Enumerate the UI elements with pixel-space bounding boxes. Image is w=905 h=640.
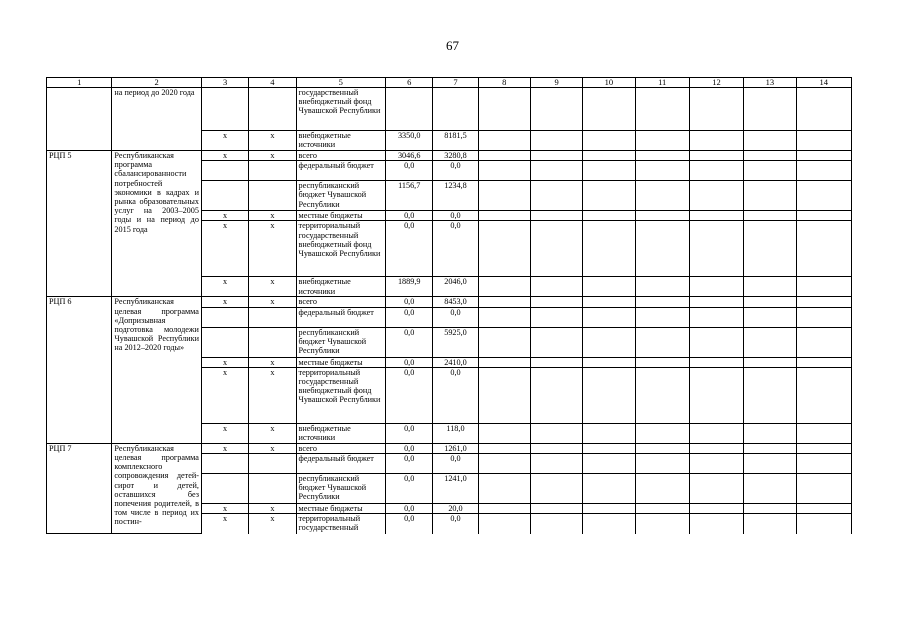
column-number-cell: 6 bbox=[386, 78, 433, 88]
empty-cell-col-14 bbox=[796, 367, 851, 423]
column-3-cell: х bbox=[201, 504, 248, 514]
empty-cell-col-13 bbox=[744, 88, 796, 131]
column-3-cell bbox=[201, 454, 248, 474]
empty-cell-col-13 bbox=[744, 504, 796, 514]
empty-cell-col-8 bbox=[478, 131, 530, 151]
column-3-cell: х bbox=[201, 423, 248, 443]
program-code: РЦП 7 bbox=[47, 443, 112, 533]
value-col-7: 20,0 bbox=[433, 504, 478, 514]
value-col-6 bbox=[386, 88, 433, 131]
empty-cell-col-8 bbox=[478, 277, 530, 297]
empty-cell-col-10 bbox=[583, 307, 635, 327]
empty-cell-col-12 bbox=[689, 454, 743, 474]
empty-cell-col-8 bbox=[478, 221, 530, 277]
empty-cell-col-8 bbox=[478, 297, 530, 307]
value-col-7: 0,0 bbox=[433, 211, 478, 221]
funding-source: внебюджетные источники bbox=[296, 277, 386, 297]
value-col-6: 0,0 bbox=[386, 161, 433, 181]
empty-cell-col-9 bbox=[530, 514, 582, 534]
column-4-cell bbox=[249, 161, 296, 181]
empty-cell-col-9 bbox=[530, 221, 582, 277]
column-4-cell: х bbox=[249, 221, 296, 277]
column-4-cell: х bbox=[249, 357, 296, 367]
empty-cell-col-9 bbox=[530, 181, 582, 211]
empty-cell-col-11 bbox=[635, 474, 689, 504]
value-col-7: 5925,0 bbox=[433, 327, 478, 357]
column-4-cell bbox=[249, 181, 296, 211]
funding-source: территориальный государственный внебюджетный фонд Чувашской Республики bbox=[296, 221, 386, 277]
value-col-6: 3046,6 bbox=[386, 151, 433, 161]
value-col-6: 0,0 bbox=[386, 504, 433, 514]
column-3-cell bbox=[201, 161, 248, 181]
empty-cell-col-14 bbox=[796, 277, 851, 297]
empty-cell-col-9 bbox=[530, 367, 582, 423]
empty-cell-col-12 bbox=[689, 357, 743, 367]
value-col-7: 2410,0 bbox=[433, 357, 478, 367]
funding-source: местные бюджеты bbox=[296, 357, 386, 367]
funding-source: республиканский бюджет Чувашской Республики bbox=[296, 327, 386, 357]
empty-cell-col-13 bbox=[744, 514, 796, 534]
value-col-7: 0,0 bbox=[433, 161, 478, 181]
empty-cell-col-11 bbox=[635, 277, 689, 297]
column-4-cell: х bbox=[249, 211, 296, 221]
column-number-cell: 2 bbox=[112, 78, 202, 88]
column-number-cell: 9 bbox=[530, 78, 582, 88]
empty-cell-col-11 bbox=[635, 327, 689, 357]
empty-cell-col-14 bbox=[796, 423, 851, 443]
empty-cell-col-9 bbox=[530, 131, 582, 151]
empty-cell-col-11 bbox=[635, 307, 689, 327]
funding-source: всего bbox=[296, 297, 386, 307]
empty-cell-col-9 bbox=[530, 88, 582, 131]
empty-cell-col-13 bbox=[744, 181, 796, 211]
empty-cell-col-13 bbox=[744, 454, 796, 474]
value-col-7: 8181,5 bbox=[433, 131, 478, 151]
value-col-7: 0,0 bbox=[433, 307, 478, 327]
value-col-7: 2046,0 bbox=[433, 277, 478, 297]
funding-source: республиканский бюджет Чувашской Республики bbox=[296, 181, 386, 211]
empty-cell-col-8 bbox=[478, 88, 530, 131]
empty-cell-col-14 bbox=[796, 443, 851, 453]
empty-cell-col-10 bbox=[583, 151, 635, 161]
table-body bbox=[47, 88, 852, 534]
column-3-cell: х bbox=[201, 211, 248, 221]
empty-cell-col-12 bbox=[689, 307, 743, 327]
empty-cell-col-10 bbox=[583, 221, 635, 277]
program-code: РЦП 5 bbox=[47, 151, 112, 297]
value-col-6: 1156,7 bbox=[386, 181, 433, 211]
empty-cell-col-12 bbox=[689, 504, 743, 514]
funding-source: местные бюджеты bbox=[296, 211, 386, 221]
empty-cell-col-13 bbox=[744, 131, 796, 151]
empty-cell-col-11 bbox=[635, 357, 689, 367]
empty-cell-col-12 bbox=[689, 88, 743, 131]
column-3-cell: х bbox=[201, 297, 248, 307]
empty-cell-col-12 bbox=[689, 423, 743, 443]
empty-cell-col-13 bbox=[744, 161, 796, 181]
column-number-cell: 5 bbox=[296, 78, 386, 88]
column-4-cell: х bbox=[249, 423, 296, 443]
column-4-cell: х bbox=[249, 443, 296, 453]
empty-cell-col-11 bbox=[635, 367, 689, 423]
value-col-6: 0,0 bbox=[386, 443, 433, 453]
empty-cell-col-9 bbox=[530, 357, 582, 367]
funding-source: внебюджетные источники bbox=[296, 131, 386, 151]
column-4-cell: х bbox=[249, 131, 296, 151]
empty-cell-col-14 bbox=[796, 504, 851, 514]
empty-cell-col-12 bbox=[689, 327, 743, 357]
empty-cell-col-8 bbox=[478, 423, 530, 443]
empty-cell-col-10 bbox=[583, 423, 635, 443]
column-3-cell bbox=[201, 327, 248, 357]
empty-cell-col-9 bbox=[530, 423, 582, 443]
empty-cell-col-9 bbox=[530, 443, 582, 453]
funding-source: федеральный бюджет bbox=[296, 161, 386, 181]
empty-cell-col-13 bbox=[744, 307, 796, 327]
value-col-7: 0,0 bbox=[433, 367, 478, 423]
column-3-cell bbox=[201, 181, 248, 211]
empty-cell-col-11 bbox=[635, 151, 689, 161]
empty-cell-col-14 bbox=[796, 514, 851, 534]
value-col-7: 1261,0 bbox=[433, 443, 478, 453]
empty-cell-col-11 bbox=[635, 88, 689, 131]
empty-cell-col-13 bbox=[744, 474, 796, 504]
table-row bbox=[47, 443, 852, 453]
funding-source: федеральный бюджет bbox=[296, 307, 386, 327]
table-row bbox=[47, 88, 852, 131]
empty-cell-col-13 bbox=[744, 367, 796, 423]
empty-cell-col-14 bbox=[796, 161, 851, 181]
empty-cell-col-8 bbox=[478, 327, 530, 357]
empty-cell-col-11 bbox=[635, 211, 689, 221]
value-col-7: 0,0 bbox=[433, 221, 478, 277]
empty-cell-col-13 bbox=[744, 277, 796, 297]
column-3-cell: х bbox=[201, 367, 248, 423]
program-code bbox=[47, 88, 112, 151]
empty-cell-col-13 bbox=[744, 423, 796, 443]
value-col-7: 1241,0 bbox=[433, 474, 478, 504]
empty-cell-col-9 bbox=[530, 277, 582, 297]
empty-cell-col-10 bbox=[583, 161, 635, 181]
empty-cell-col-9 bbox=[530, 297, 582, 307]
empty-cell-col-9 bbox=[530, 307, 582, 327]
value-col-7: 0,0 bbox=[433, 514, 478, 534]
empty-cell-col-10 bbox=[583, 514, 635, 534]
empty-cell-col-12 bbox=[689, 474, 743, 504]
column-number-cell: 3 bbox=[201, 78, 248, 88]
empty-cell-col-10 bbox=[583, 131, 635, 151]
value-col-6: 3350,0 bbox=[386, 131, 433, 151]
funding-source: территориальный государственный bbox=[296, 514, 386, 534]
value-col-7: 3280,8 bbox=[433, 151, 478, 161]
empty-cell-col-12 bbox=[689, 151, 743, 161]
column-number-cell: 13 bbox=[744, 78, 796, 88]
empty-cell-col-9 bbox=[530, 474, 582, 504]
empty-cell-col-14 bbox=[796, 88, 851, 131]
empty-cell-col-10 bbox=[583, 327, 635, 357]
value-col-6: 0,0 bbox=[386, 221, 433, 277]
empty-cell-col-8 bbox=[478, 454, 530, 474]
empty-cell-col-12 bbox=[689, 161, 743, 181]
empty-cell-col-12 bbox=[689, 277, 743, 297]
empty-cell-col-8 bbox=[478, 161, 530, 181]
empty-cell-col-9 bbox=[530, 161, 582, 181]
empty-cell-col-11 bbox=[635, 454, 689, 474]
value-col-7: 0,0 bbox=[433, 454, 478, 474]
empty-cell-col-11 bbox=[635, 131, 689, 151]
empty-cell-col-14 bbox=[796, 211, 851, 221]
column-number-cell: 12 bbox=[689, 78, 743, 88]
funding-source: территориальный государственный внебюджетный фонд Чувашской Республики bbox=[296, 367, 386, 423]
column-number-row bbox=[47, 78, 852, 88]
empty-cell-col-10 bbox=[583, 211, 635, 221]
value-col-7: 1234,8 bbox=[433, 181, 478, 211]
column-4-cell bbox=[249, 327, 296, 357]
value-col-6: 0,0 bbox=[386, 211, 433, 221]
empty-cell-col-12 bbox=[689, 221, 743, 277]
column-4-cell: х bbox=[249, 367, 296, 423]
empty-cell-col-8 bbox=[478, 504, 530, 514]
empty-cell-col-10 bbox=[583, 277, 635, 297]
empty-cell-col-10 bbox=[583, 357, 635, 367]
funding-source: республиканский бюджет Чувашской Республики bbox=[296, 474, 386, 504]
empty-cell-col-8 bbox=[478, 211, 530, 221]
empty-cell-col-11 bbox=[635, 423, 689, 443]
empty-cell-col-14 bbox=[796, 131, 851, 151]
value-col-6: 0,0 bbox=[386, 423, 433, 443]
column-4-cell bbox=[249, 88, 296, 131]
empty-cell-col-14 bbox=[796, 181, 851, 211]
table-row bbox=[47, 151, 852, 161]
column-number-cell: 11 bbox=[635, 78, 689, 88]
column-4-cell: х bbox=[249, 504, 296, 514]
empty-cell-col-9 bbox=[530, 327, 582, 357]
empty-cell-col-13 bbox=[744, 297, 796, 307]
empty-cell-col-12 bbox=[689, 131, 743, 151]
column-number-cell: 7 bbox=[433, 78, 478, 88]
empty-cell-col-8 bbox=[478, 474, 530, 504]
empty-cell-col-10 bbox=[583, 181, 635, 211]
column-number-cell: 14 bbox=[796, 78, 851, 88]
empty-cell-col-8 bbox=[478, 307, 530, 327]
empty-cell-col-10 bbox=[583, 454, 635, 474]
column-3-cell bbox=[201, 88, 248, 131]
program-name: Республиканская программа сбалансированности потребностей экономики в кадрах и рынка образовательных услуг на 2003–2005 годы и на период до 2015 года bbox=[112, 151, 202, 297]
column-4-cell: х bbox=[249, 297, 296, 307]
empty-cell-col-10 bbox=[583, 367, 635, 423]
empty-cell-col-11 bbox=[635, 514, 689, 534]
empty-cell-col-10 bbox=[583, 88, 635, 131]
funding-source: местные бюджеты bbox=[296, 504, 386, 514]
funding-source: федеральный бюджет bbox=[296, 454, 386, 474]
program-name: Республиканская целевая программа «Допризывная подготовка молодежи Чувашской Республики на 2012–2020 годы» bbox=[112, 297, 202, 443]
empty-cell-col-13 bbox=[744, 327, 796, 357]
value-col-6: 0,0 bbox=[386, 297, 433, 307]
column-3-cell bbox=[201, 307, 248, 327]
value-col-6: 1889,9 bbox=[386, 277, 433, 297]
empty-cell-col-9 bbox=[530, 211, 582, 221]
empty-cell-col-13 bbox=[744, 221, 796, 277]
value-col-6: 0,0 bbox=[386, 474, 433, 504]
empty-cell-col-11 bbox=[635, 504, 689, 514]
value-col-6: 0,0 bbox=[386, 327, 433, 357]
funding-source: государственный внебюджетный фонд Чувашской Республики bbox=[296, 88, 386, 131]
column-4-cell: х bbox=[249, 514, 296, 534]
funding-source: всего bbox=[296, 151, 386, 161]
value-col-6: 0,0 bbox=[386, 514, 433, 534]
empty-cell-col-12 bbox=[689, 367, 743, 423]
empty-cell-col-14 bbox=[796, 454, 851, 474]
page-number: 67 bbox=[446, 38, 459, 53]
column-4-cell: х bbox=[249, 151, 296, 161]
empty-cell-col-14 bbox=[796, 221, 851, 277]
column-number-cell: 8 bbox=[478, 78, 530, 88]
empty-cell-col-11 bbox=[635, 181, 689, 211]
empty-cell-col-10 bbox=[583, 443, 635, 453]
column-3-cell bbox=[201, 474, 248, 504]
empty-cell-col-11 bbox=[635, 221, 689, 277]
column-number-cell: 10 bbox=[583, 78, 635, 88]
column-3-cell: х bbox=[201, 514, 248, 534]
empty-cell-col-12 bbox=[689, 211, 743, 221]
column-number-cell: 4 bbox=[249, 78, 296, 88]
empty-cell-col-8 bbox=[478, 181, 530, 211]
column-3-cell: х bbox=[201, 151, 248, 161]
empty-cell-col-9 bbox=[530, 151, 582, 161]
value-col-7: 8453,0 bbox=[433, 297, 478, 307]
column-3-cell: х bbox=[201, 357, 248, 367]
empty-cell-col-12 bbox=[689, 443, 743, 453]
column-3-cell: х bbox=[201, 131, 248, 151]
column-number-cell: 1 bbox=[47, 78, 112, 88]
column-4-cell bbox=[249, 454, 296, 474]
empty-cell-col-13 bbox=[744, 443, 796, 453]
empty-cell-col-12 bbox=[689, 297, 743, 307]
value-col-7: 118,0 bbox=[433, 423, 478, 443]
empty-cell-col-14 bbox=[796, 327, 851, 357]
empty-cell-col-14 bbox=[796, 307, 851, 327]
value-col-6: 0,0 bbox=[386, 357, 433, 367]
empty-cell-col-11 bbox=[635, 443, 689, 453]
column-3-cell: х bbox=[201, 277, 248, 297]
empty-cell-col-11 bbox=[635, 297, 689, 307]
empty-cell-col-10 bbox=[583, 474, 635, 504]
funding-source: внебюджетные источники bbox=[296, 423, 386, 443]
empty-cell-col-8 bbox=[478, 367, 530, 423]
budget-table bbox=[46, 77, 852, 534]
empty-cell-col-8 bbox=[478, 514, 530, 534]
column-3-cell: х bbox=[201, 443, 248, 453]
empty-cell-col-13 bbox=[744, 211, 796, 221]
value-col-6: 0,0 bbox=[386, 454, 433, 474]
column-3-cell: х bbox=[201, 221, 248, 277]
empty-cell-col-10 bbox=[583, 504, 635, 514]
empty-cell-col-14 bbox=[796, 357, 851, 367]
value-col-6: 0,0 bbox=[386, 307, 433, 327]
empty-cell-col-9 bbox=[530, 454, 582, 474]
empty-cell-col-13 bbox=[744, 357, 796, 367]
funding-source: всего bbox=[296, 443, 386, 453]
value-col-6: 0,0 bbox=[386, 367, 433, 423]
empty-cell-col-9 bbox=[530, 504, 582, 514]
program-name: на период до 2020 года bbox=[112, 88, 202, 151]
empty-cell-col-13 bbox=[744, 151, 796, 161]
column-4-cell bbox=[249, 307, 296, 327]
empty-cell-col-10 bbox=[583, 297, 635, 307]
value-col-7 bbox=[433, 88, 478, 131]
column-4-cell: х bbox=[249, 277, 296, 297]
program-name: Республиканская целевая программа комплексного сопровождения детей-сирот и детей, оставшихся без попечения родителей, в том числе в период их постин- bbox=[112, 443, 202, 533]
column-4-cell bbox=[249, 474, 296, 504]
empty-cell-col-14 bbox=[796, 297, 851, 307]
empty-cell-col-8 bbox=[478, 357, 530, 367]
empty-cell-col-8 bbox=[478, 443, 530, 453]
empty-cell-col-14 bbox=[796, 474, 851, 504]
empty-cell-col-12 bbox=[689, 514, 743, 534]
program-code: РЦП 6 bbox=[47, 297, 112, 443]
empty-cell-col-12 bbox=[689, 181, 743, 211]
empty-cell-col-11 bbox=[635, 161, 689, 181]
empty-cell-col-8 bbox=[478, 151, 530, 161]
empty-cell-col-14 bbox=[796, 151, 851, 161]
table-row bbox=[47, 297, 852, 307]
